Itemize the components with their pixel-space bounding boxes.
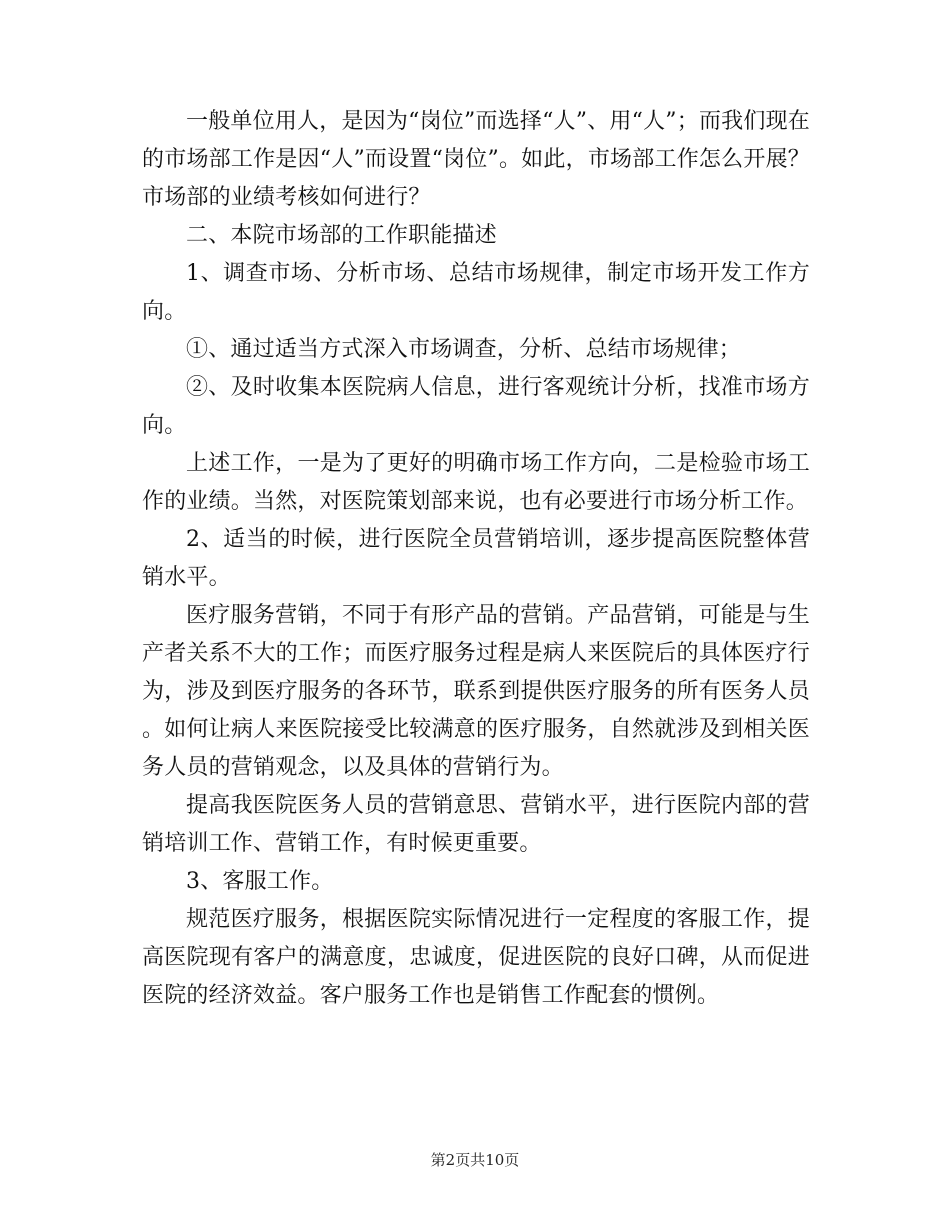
document-body — [142, 103, 810, 1015]
paragraph-item-2-marketing-training: 2、适当的时候，进行医院全员营销培训，逐步提高医院整体营销水平。 — [142, 527, 810, 590]
paragraph-purpose: 上述工作，一是为了更好的明确市场工作方向，二是检验市场工作的业绩。当然，对医院策划部来说，也有必要进行市场分析工作。 — [142, 451, 810, 514]
paragraph-improve-marketing: 提高我医院医务人员的营销意思、营销水平，进行医院内部的营销培训工作、营销工作，有时候更重要。 — [142, 793, 810, 856]
paragraph-item-1-market-research: 1、调查市场、分析市场、总结市场规律，制定市场开发工作方向。 — [142, 261, 810, 324]
paragraph-standardize-service: 规范医疗服务，根据医院实际情况进行一定程度的客服工作，提高医院现有客户的满意度，忠诚度，促进医院的良好口碑，从而促进医院的经济效益。客户服务工作也是销售工作配套的惯例。 — [142, 907, 810, 1008]
paragraph-medical-service-marketing: 医疗服务营销，不同于有形产品的营销。产品营销，可能是与生产者关系不大的工作；而医疗服务过程是病人来医院后的具体医疗行为，涉及到医疗服务的各环节，联系到提供医疗服务的所有医务人员。如何让病人来医院接受比较满意的医疗服务，自然就涉及到相关医务人员的营销观念，以及具体的营销行为。 — [142, 603, 810, 780]
paragraph-subitem-2: ②、及时收集本医院病人信息，进行客观统计分析，找准市场方向。 — [142, 375, 810, 438]
paragraph-unit-hiring: 一般单位用人，是因为“岗位”而选择“人”、用“人”；而我们现在的市场部工作是因“人”而设置“岗位”。如此，市场部工作怎么开展？市场部的业绩考核如何进行？ — [142, 109, 810, 210]
section-heading-job-functions: 二、本院市场部的工作职能描述 — [186, 223, 497, 248]
paragraph-item-3-customer-service: 3、客服工作。 — [186, 869, 334, 894]
page-number: 第2页共10页 — [430, 1151, 520, 1169]
paragraph-subitem-1: ①、通过适当方式深入市场调查，分析、总结市场规律； — [186, 337, 742, 362]
